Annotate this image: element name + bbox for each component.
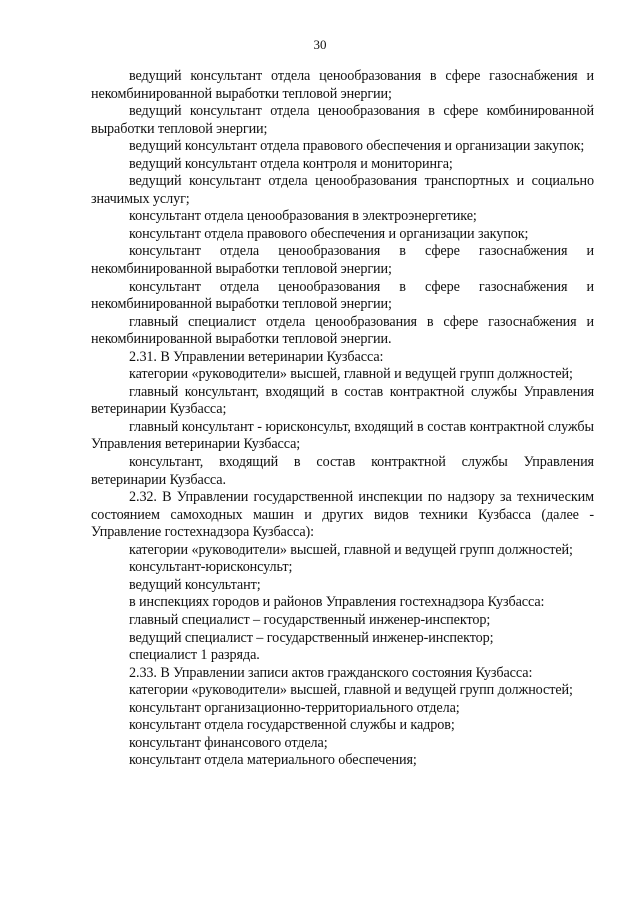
list-item: специалист 1 разряда. [129, 647, 260, 664]
list-item: главный специалист – государственный инженер-инспектор; [129, 611, 491, 628]
list-item: консультант финансового отдела; [129, 734, 328, 751]
section-heading: 2.31. В Управлении ветеринарии Кузбасса: [129, 348, 384, 365]
list-item: ведущий консультант отдела правового обеспечения и организации закупок; [129, 138, 585, 155]
list-item: категории «руководители» высшей, главной и ведущей групп должностей; [129, 541, 573, 558]
list-item: консультант, входящий в состав контрактной службы Управления ветеринарии Кузбасса. [91, 454, 594, 488]
page-number: 30 [313, 37, 327, 52]
list-item: ведущий консультант отдела контроля и мониторинга; [129, 155, 453, 172]
list-item: в инспекциях городов и районов Управления гостехнадзора Кузбасса: [129, 594, 545, 611]
list-item: ведущий консультант отдела ценообразования транспортных и социально значимых услуг; [91, 173, 594, 207]
list-item: консультант организационно-территориального отдела; [129, 699, 460, 716]
list-item: ведущий консультант отдела ценообразования в сфере комбинированной выработки тепловой энергии; [91, 103, 594, 137]
section-heading: 2.33. В Управлении записи актов гражданского состояния Кузбасса: [129, 664, 533, 681]
document-body [91, 68, 594, 770]
list-item: консультант отдела ценообразования в электроэнергетике; [129, 208, 477, 225]
list-item: главный специалист отдела ценообразования в сфере газоснабжения и некомбинированной выработки тепловой энергии. [91, 313, 594, 348]
list-item: консультант отдела ценообразования в сфере газоснабжения и некомбинированной выработки тепловой энергии; [91, 278, 594, 313]
section-heading: 2.32. В Управлении государственной инспекции по надзору за техническим состоянием самоходных машин и других видов техники Кузбасса (далее - Управление гостехнадзора Кузбасса): [91, 489, 594, 541]
list-item: консультант отдела материального обеспечения; [129, 752, 417, 769]
list-item: консультант отдела государственной службы и кадров; [129, 717, 455, 734]
list-item: ведущий специалист – государственный инженер-инспектор; [129, 629, 494, 646]
list-item: консультант-юрисконсульт; [129, 559, 293, 576]
list-item: категории «руководители» высшей, главной и ведущей групп должностей; [129, 366, 573, 383]
list-item: главный консультант - юрисконсульт, входящий в состав контрактной службы Управления ветеринарии Кузбасса; [91, 418, 594, 453]
list-item: консультант отдела ценообразования в сфере газоснабжения и некомбинированной выработки тепловой энергии; [91, 243, 594, 278]
list-item: ведущий консультант отдела ценообразования в сфере газоснабжения и некомбинированной выработки тепловой энергии; [91, 68, 594, 102]
list-item: консультант отдела правового обеспечения и организации закупок; [129, 225, 529, 242]
list-item: категории «руководители» высшей, главной и ведущей групп должностей; [129, 682, 573, 699]
list-item: главный консультант, входящий в состав контрактной службы Управления ветеринарии Кузбасса; [91, 383, 594, 418]
list-item: ведущий консультант; [129, 576, 261, 593]
